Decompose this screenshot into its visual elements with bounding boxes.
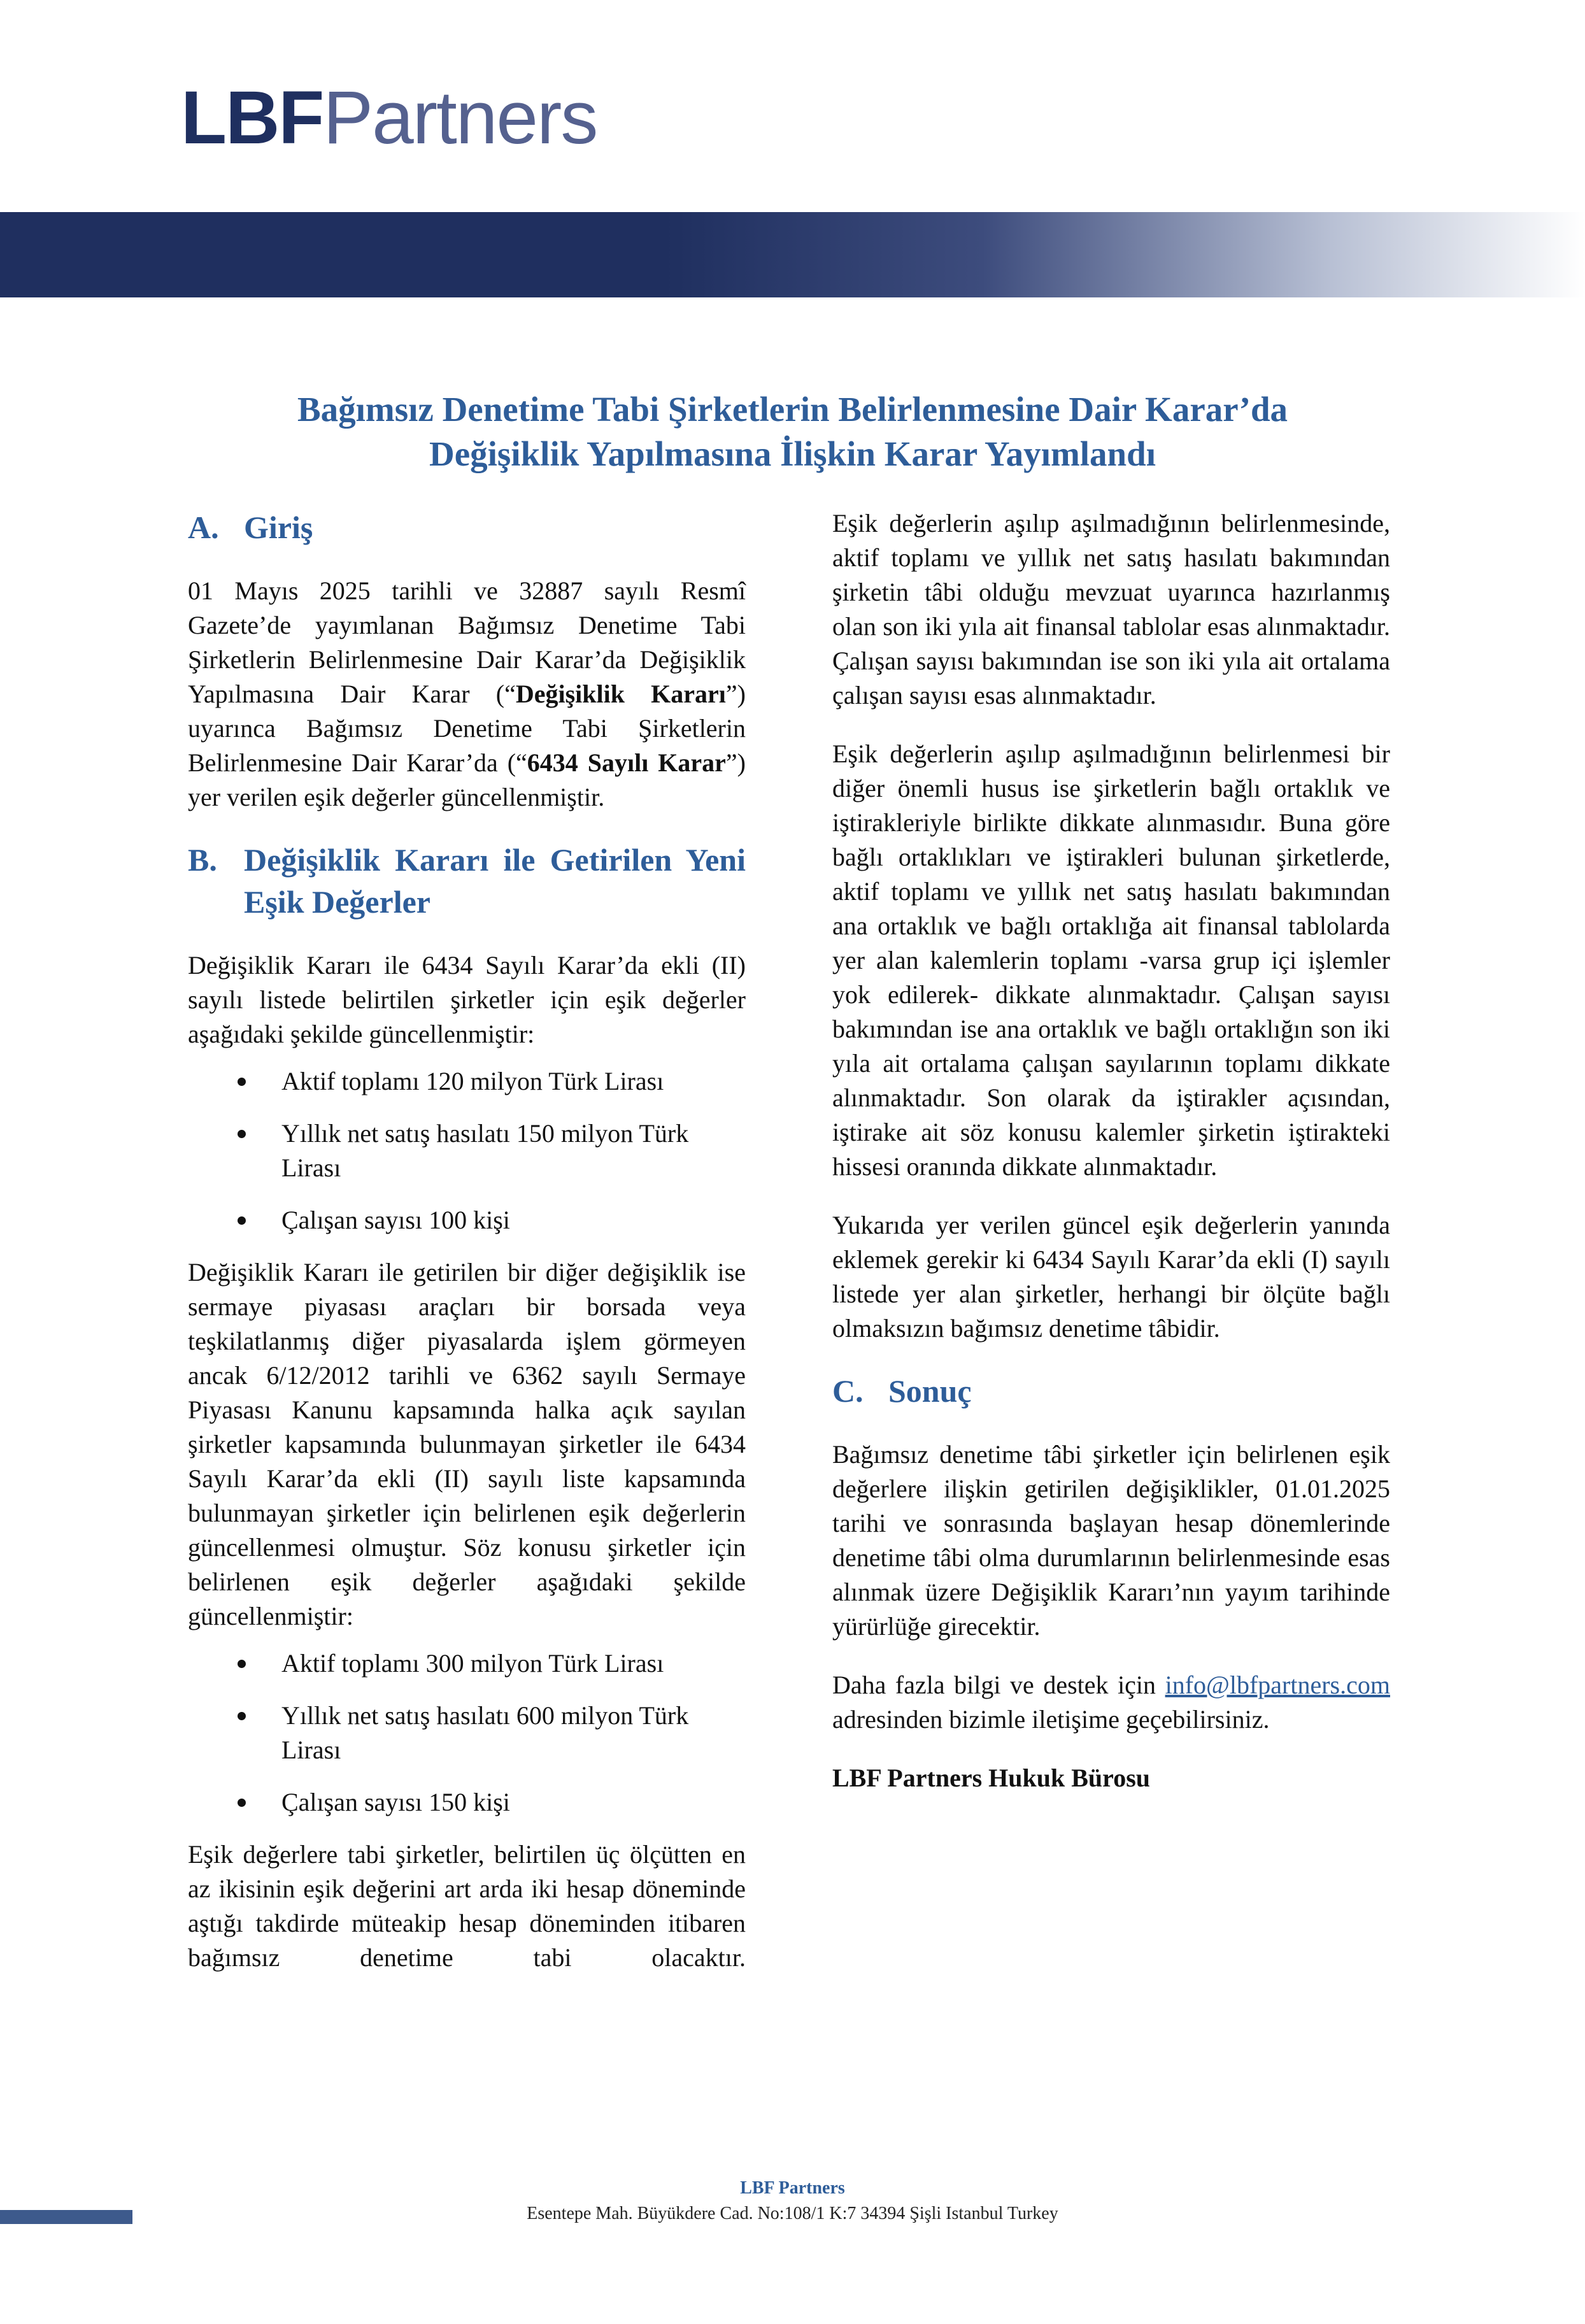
title-line-1: Bağımsız Denetime Tabi Şirketlerin Belirlenmesine Dair Karar’da (297, 390, 1288, 429)
section-a-title: Giriş (244, 510, 313, 545)
section-a-bold-1: Değişiklik Kararı (515, 680, 726, 708)
section-c-letter: C. (832, 1373, 864, 1409)
document-title (181, 387, 1404, 476)
signature (832, 1761, 1390, 1795)
section-a-heading (188, 506, 746, 548)
section-b-paragraph-5: Eşik değerlerin aşılıp aşılmadığının belirlenmesi bir diğer önemli husus ise şirketlerin bağlı ortaklık ve iştirakleriyle birlikte dikkate alınmasıdır. Buna göre bağlı ortaklıkları ve iştirakleri bulunan şirketlerde, aktif toplamı ve yıllık net satış hasılatı bakımından ana ortaklık ve bağlı ortaklığa ait finansal tablolarda yer alan kalemlerin toplamı -varsa grup içi işlemler yok edilerek- dikkate alınmaktadır. Çalışan sayısı bakımından ise ana ortaklık ve bağlı ortaklığın son iki yıla ait ortalama çalışan sayılarının toplamı dikkate alınmaktadır. Son olarak da iştirakler açısından, iştirake ait söz konusu kalemler şirketin iştirakteki hissesi oranında dikkate alınmaktadır. (832, 739, 1390, 1181)
contact-text-before: Daha fazla bilgi ve destek için (832, 1671, 1165, 1699)
list-item: Yıllık net satış hasılatı 150 milyon Türk Lirası (188, 1116, 746, 1185)
section-a-paragraph (188, 574, 746, 815)
section-b-letter: B. (188, 842, 217, 878)
footer-address: Esentepe Mah. Büyükdere Cad. No:108/1 K:7 34394 Şişli Istanbul Turkey (527, 2204, 1058, 2223)
section-b-paragraph-1: Değişiklik Kararı ile 6434 Sayılı Karar’da ekli (II) sayılı listede belirtilen şirketler için eşik değerler aşağıdaki şekilde güncellenmiştir: (188, 951, 746, 1048)
list-item: Aktif toplamı 300 milyon Türk Lirası (188, 1646, 746, 1681)
section-b-paragraph-2: Değişiklik Kararı ile getirilen bir diğer değişiklik ise sermaye piyasası araçları bir borsada veya teşkilatlanmış diğer piyasalarda işlem görmeyen ancak 6/12/2012 tarihli ve 6362 sayılı Sermaye Piyasası Kanunu kapsamında halka açık sayılan şirketler kapsamında bulunmayan şirketler ile 6434 Sayılı Karar’da ekli (II) sayılı liste kapsamında bulunmayan şirketler için belirlenen eşik değerlerin güncellenmesi olmuştur. Söz konusu şirketler için belirlenen eşik değerler aşağıdaki şekilde güncellenmiştir: (188, 1258, 746, 1630)
section-b-title: Değişiklik Kararı ile Getirilen Yeni Eşik Değerler (244, 842, 746, 920)
section-a-letter: A. (188, 510, 219, 545)
section-b-paragraph-3: Eşik değerlere tabi şirketler, belirtilen üç ölçütten en az ikisinin eşik değerini art arda iki hesap döneminde aştığı takdirde müteakip hesap döneminden itibaren bağımsız denetime tabi olacaktır. (188, 1840, 746, 1972)
section-b-paragraph-4: Eşik değerlerin aşılıp aşılmadığının belirlenmesinde, aktif toplamı ve yıllık net satış hasılatı bakımından şirketin tâbi olduğu mevzuat uyarınca hazırlanmış olan son iki yıla ait finansal tablolar esas alınmaktadır. Çalışan sayısı bakımından ise son iki yıla ait ortalama çalışan sayısı esas alınmaktadır. (832, 509, 1390, 709)
section-c-heading (832, 1370, 1390, 1412)
list-item: Aktif toplamı 120 milyon Türk Lirası (188, 1064, 746, 1099)
title-line-2: Değişiklik Yapılmasına İlişkin Karar Yayımlandı (429, 434, 1156, 473)
contact-text-after: adresinden bizimle iletişime geçebilirsiniz. (832, 1705, 1270, 1734)
section-a-bold-2: 6434 Sayılı Karar (527, 748, 726, 777)
section-a-text-2: ”) uyarınca Bağımsız Denetime Tabi Şirketlerin Belirlenmesine Dair Karar’da (“ (188, 680, 746, 777)
footer-company-name: LBF Partners (740, 2178, 845, 2198)
section-c-paragraph: Bağımsız denetime tâbi şirketler için belirlenen eşik değerlere ilişkin getirilen değişiklikler, 01.01.2025 tarihi ve sonrasında başlayan hesap dönemlerinde denetime tâbi olma durumlarının belirlenmesinde esas alınmak üzere Değişiklik Kararı’nın yayım tarihinde yürürlüğe girecektir. (832, 1440, 1390, 1641)
threshold-list-1 (188, 1064, 746, 1237)
list-item: Çalışan sayısı 150 kişi (188, 1785, 746, 1820)
section-b-paragraph-6: Yukarıda yer verilen güncel eşik değerlerin yanında eklemek gerekir ki 6434 Sayılı Karar’da ekli (I) sayılı listede yer alan şirketler, herhangi bir ölçüte bağlı olmaksızın bağımsız denetime tâbidir. (832, 1211, 1390, 1343)
section-a-text-1: 01 Mayıs 2025 tarihli ve 32887 sayılı Resmî Gazete’de yayımlanan Bağımsız Denetime Tabi Şirketlerin Belirlenmesine Dair Karar’da Değişiklik Yapılmasına Dair Karar (“ (188, 576, 746, 708)
contact-paragraph (832, 1668, 1390, 1737)
section-a-text-3: ”) yer verilen eşik değerler güncellenmiştir. (188, 748, 746, 811)
signature-text: LBF Partners Hukuk Bürosu (832, 1764, 1151, 1792)
right-column (832, 506, 1390, 1820)
section-b-heading (188, 839, 746, 923)
company-logo (181, 76, 597, 160)
list-item: Yıllık net satış hasılatı 600 milyon Türk Lirası (188, 1699, 746, 1767)
list-item: Çalışan sayısı 100 kişi (188, 1203, 746, 1237)
header-gradient-band (0, 212, 1585, 297)
logo-bold-text: LBF (181, 76, 323, 160)
left-column (188, 506, 746, 1999)
section-c-title: Sonuç (888, 1373, 972, 1409)
contact-email-link[interactable]: info@lbfpartners.com (1165, 1671, 1390, 1699)
logo-light-text: Partners (323, 76, 597, 160)
threshold-list-2 (188, 1646, 746, 1820)
